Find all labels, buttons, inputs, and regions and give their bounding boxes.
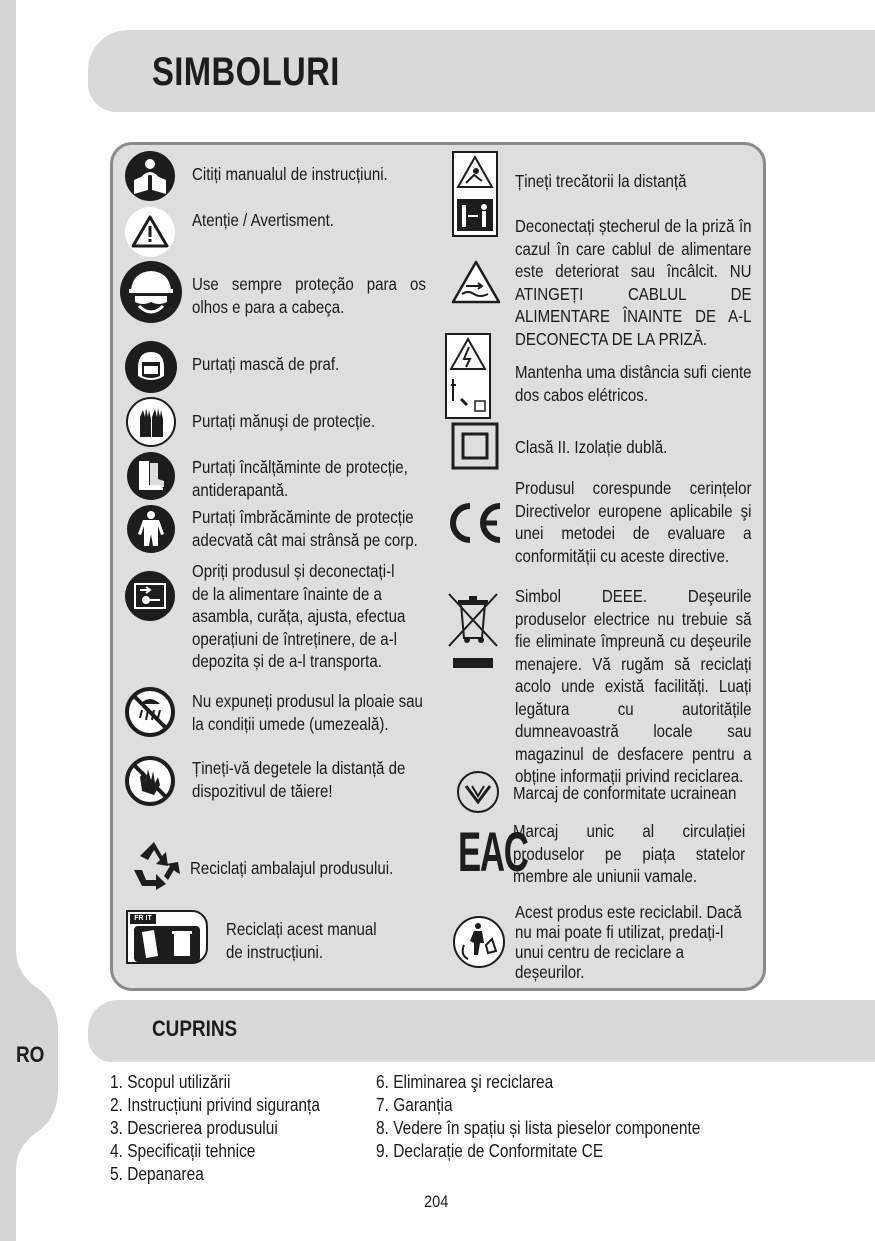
eye-head-protection-text: Use sempre proteção para os olhos e para a cabeça.	[192, 274, 426, 317]
bystanders-icon	[452, 151, 498, 237]
dust-mask-icon	[124, 340, 178, 394]
toc-column-2	[376, 1071, 700, 1163]
read-manual-icon	[124, 150, 176, 202]
toc-header	[88, 1000, 875, 1062]
electric-cable-distance-text: Mantenha uma distância sufi ciente dos cabos elétricos.	[515, 362, 752, 405]
manual-bin-icon	[134, 926, 200, 962]
ce-mark-icon	[443, 500, 505, 546]
toc-item: 3. Descrierea produsului	[110, 1118, 278, 1138]
toc-item: 2. Instrucțiuni privind siguranța	[110, 1095, 320, 1115]
toc-item: 5. Depanarea	[110, 1164, 204, 1184]
page-number: 204	[424, 1192, 449, 1211]
recycle-manual-icon	[126, 910, 208, 964]
toc-item: 4. Specificații tehnice	[110, 1141, 256, 1161]
recycle-icon	[126, 836, 182, 892]
cable-damage-icon	[450, 258, 502, 308]
keep-fingers-away-icon	[124, 755, 176, 807]
warning-icon	[124, 206, 176, 258]
eac-mark-text: EAC	[458, 820, 528, 883]
page-header	[88, 30, 875, 112]
ukraine-conformity-icon	[456, 770, 500, 814]
gloves-icon	[126, 397, 176, 447]
badge-it: IT	[145, 915, 152, 922]
overalls-icon	[126, 504, 176, 554]
badge-fr: FR	[134, 915, 144, 922]
bystanders-text: Țineți trecătorii la distanță	[515, 171, 687, 191]
overalls-text: Purtați îmbrăcăminte de protecție adecvată cât mai strânsă pe corp.	[192, 507, 418, 550]
electric-cable-distance-icon	[445, 333, 491, 419]
recyclable-product-icon	[452, 915, 506, 969]
read-manual-text: Citiți manualul de instrucțiuni.	[192, 164, 388, 184]
ce-mark-text: Produsul corespunde cerințelor Directivelor europene aplicabile şi unei metodei de evaluare a conformității cu aceste directive.	[515, 478, 752, 566]
toc-title: CUPRINS	[152, 1016, 238, 1041]
toc-item: 6. Eliminarea şi reciclarea	[376, 1072, 554, 1092]
warning-text: Atenție / Avertisment.	[192, 210, 334, 230]
weee-text: Simbol DEEE. Deşeurile produselor electrice nu trebuie să fie eliminate împreună cu deşeurile menajere. Vă rugăm să reciclați acolo unde există facilități. Luați legătura cu autoritățile dumneavoastră locale sau magazinul de desfacere pentru a obține informații privind reciclarea.	[515, 586, 752, 786]
boots-text: Purtați încălțăminte de protecție, antiderapantă.	[192, 457, 408, 500]
page-title: SIMBOLURI	[152, 50, 340, 94]
no-rain-text: Nu expuneți produsul la ploaie sau la condiții umede (umezeală).	[192, 691, 423, 734]
unplug-icon	[124, 570, 176, 622]
toc-item: 9. Declarație de Conformitate CE	[376, 1141, 604, 1161]
eye-head-protection-icon	[119, 260, 183, 324]
gloves-text: Purtați mănuşi de protecție.	[192, 411, 376, 431]
weee-icon	[445, 590, 501, 670]
recycle-manual-text: Reciclați acest manual de instrucțiuni.	[226, 919, 377, 962]
boots-icon	[126, 451, 176, 501]
recycle-text: Reciclați ambalajul produsului.	[190, 858, 394, 878]
class-ii-text: Clasă II. Izolație dublă.	[515, 437, 668, 457]
dust-mask-text: Purtați mască de praf.	[192, 354, 340, 374]
toc-item: 8. Vedere în spațiu și lista pieselor componente	[376, 1118, 701, 1138]
toc-item: 1. Scopul utilizării	[110, 1072, 231, 1092]
keep-fingers-away-text: Țineți-vă degetele la distanță de dispozitivul de tăiere!	[192, 758, 406, 801]
eac-text: Marcaj unic al circulației produselor pe piața statelor membre ale uniunii vamale.	[513, 821, 746, 886]
recyclable-product-text: Acest produs este reciclabil. Dacă nu mai poate fi utilizat, predați-l unui centru de reciclare a deșeurilor.	[515, 902, 742, 982]
toc-column-1	[110, 1071, 320, 1186]
ukraine-conformity-text: Marcaj de conformitate ucrainean	[513, 783, 737, 803]
unplug-text: Opriți produsul și deconectați-l de la alimentare înainte de a asambla, curăța, ajusta, efectua operațiuni de întreținere, de a-l depozita și de a-l transporta.	[192, 561, 406, 671]
no-rain-icon	[124, 686, 176, 738]
class-ii-icon	[451, 422, 499, 470]
cable-damage-text: Deconectați ștecherul de la priză în cazul în care cablul de alimentare este deteriorat sau încâlcit. NU ATINGEȚI CABLUL DE ALIMENTARE ÎNAINTE DE A-L DECONECTA DE LA PRIZĂ.	[515, 216, 752, 349]
language-tab-label: RO	[16, 1042, 45, 1067]
toc-item: 7. Garanția	[376, 1095, 453, 1115]
